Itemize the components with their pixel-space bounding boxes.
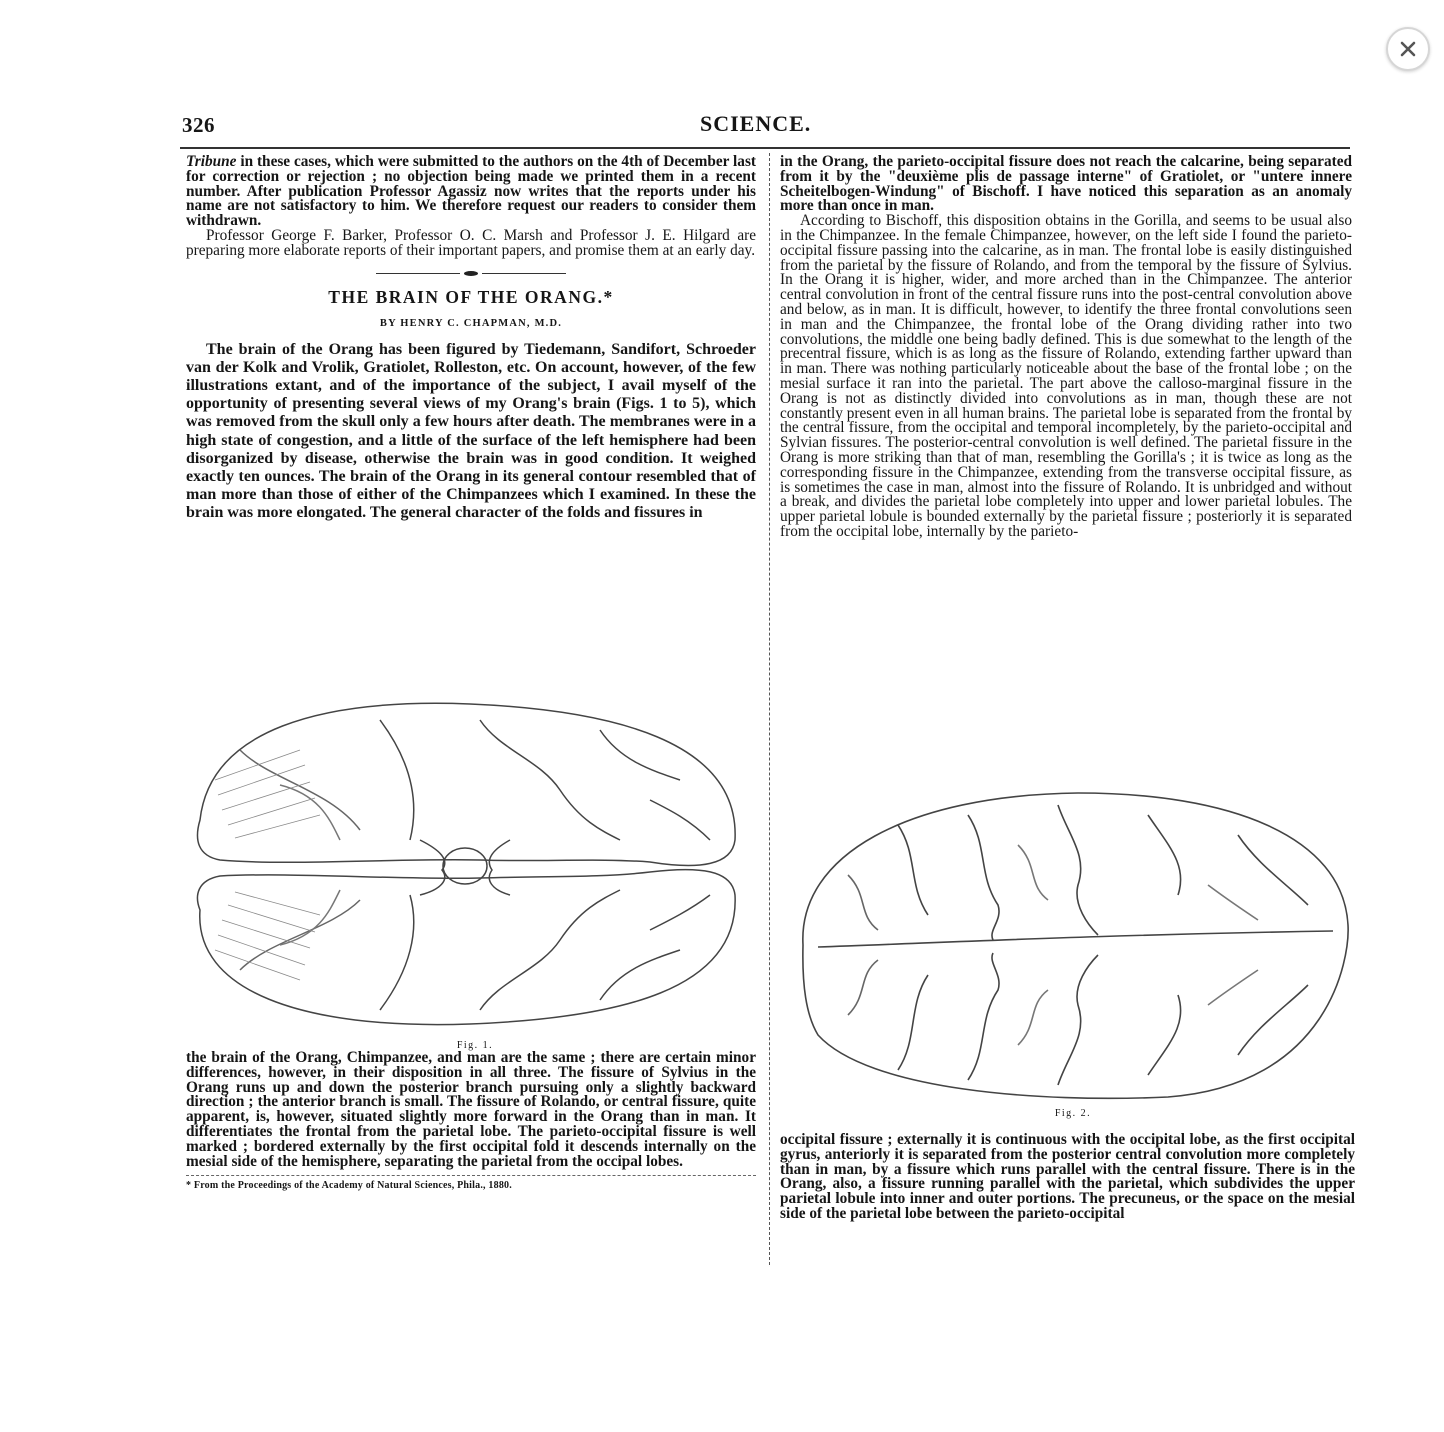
article-byline: BY HENRY C. CHAPMAN, M.D. <box>379 317 563 329</box>
header-rule <box>180 147 1350 149</box>
right-paragraph-2: According to Bischoff, this disposition obtains in the Gorilla, and seems to be usual also in the Chimpanzee. In the female Chimpanzee, however, on the left side I found the parieto-occipital fissure passing into the calcarine, as in man. The frontal lobe is easily distinguished from the parietal by the fissure of Rolando, and from the temporal by the fissure of Sylvius. In the Orang it is higher, wider, and more arched than in the Chimpanzee. The anterior central convolution in front of the central fissure runs into the post-central convolution above and below, as in man. It is difficult, however, to identify the three frontal convolutions seen in man and the Chimpanzee, the frontal lobe of the Orang dividing rather into two convolutions, the middle one being badly defined. This is due somewhat to the length of the precentral fissure, which is as long as the fissure of Rolando, extending farther upward than in man. There was nothing particularly noticeable about the base of the frontal lobe ; on the mesial surface it ran into the parietal. The part above the calloso-marginal fissure in the Orang is not as distinctly divided into convolutions as in man, though these are not constantly present even in all human brains. The parietal lobe is separated from the frontal by the central fissure, from the occipital and temporal incompletely, by the parieto-occipital and Sylvian fissures. The posterior-central convolution is well defined. The parietal fissure in the Orang is more striking than that of man, resembling the Gorilla's ; it is twice as long as the corresponding fissure in the Chimpanzee, extending from the transverse occipital fissure, as is sometimes the case in man, almost into the fissure of Rolando. It is unbridged and without a break, and divides the parietal lobe completely into upper and lower parietal lobules. The upper parietal lobule is bounded externally by the parietal fissure ; posteriorly it is separated from the occipital lobe, internally by the parieto- <box>780 212 1352 540</box>
figure-2-caption: Fig. 2. <box>1054 1108 1092 1119</box>
page-number: 326 <box>182 113 215 137</box>
intro-italic-word: Tribune <box>186 153 237 170</box>
scanned-page <box>180 105 1360 1270</box>
ornamental-rule <box>376 271 566 277</box>
brain-illustration-basal <box>180 690 770 1035</box>
article-paragraph-1: The brain of the Orang has been figured by Tiedemann, Sandifort, Schroeder van der Kolk and Vrolik, Gratiolet, Rolleston, etc. On account, however, of the few illustrations extant, and of the importance of the subject, I avail myself of the opportunity of presenting several views of my Orang's brain (Figs. 1 to 5), which was removed from the skull only a few hours after death. The membranes were in a high state of congestion, and a little of the surface of the left hemisphere had been disorganized by disease, otherwise the brain was in good condition. It weighed exactly ten ounces. The brain of the Orang in its general contour resembled that of man more than those of either of the Chimpanzees which I examined. In these the brain was more elongated. The general character of the folds and fissures in <box>186 340 756 522</box>
close-icon <box>1399 40 1417 58</box>
left-column-continued <box>186 1051 756 1191</box>
brain-illustration-upper <box>788 785 1358 1103</box>
footnote: * From the Proceedings of the Academy of Natural Sciences, Phila., 1880. <box>186 1180 512 1192</box>
article-title: THE BRAIN OF THE ORANG.* <box>328 286 614 307</box>
intro-paragraph-1-text: in these cases, which were submitted to the authors on the 4th of December last for correction or rejection ; no objection being made we printed them in a recent number. After publication Professor Agassiz now writes that the reports under his name are not satisfactory to him. We therefore request our readers to consider them withdrawn. <box>186 153 756 230</box>
right-paragraph-3: occipital fissure ; externally it is continuous with the occipital lobe, as the first occipital gyrus, anteriorly it is separated from the posterior central convolution more completely than in man, by a fissure which runs parallel with the central fissure. There is in the Orang, also, a fissure running parallel with the parietal, which subdivides the upper parietal lobule into inner and outer portions. The precuneus, or the space on the mesial side of the parietal lobe between the parieto-occipital <box>780 1131 1355 1222</box>
right-column <box>780 155 1352 540</box>
close-button[interactable] <box>1386 27 1430 71</box>
left-column <box>186 155 756 523</box>
figure-2 <box>788 785 1358 1119</box>
intro-paragraph-2: Professor George F. Barker, Professor O. C. Marsh and Professor J. E. Hilgard are preparing more elaborate reports of their important papers, and promise them at an early day. <box>186 226 756 259</box>
figure-1-caption: Fig. 1. <box>456 1040 494 1051</box>
figure-1 <box>180 690 770 1050</box>
intro-paragraph-1 <box>186 155 756 229</box>
right-column-continued <box>780 1133 1355 1222</box>
article-paragraph-2: the brain of the Orang, Chimpanzee, and man are the same ; there are certain minor differences, however, in their disposition in all three. The fissure of Sylvius in the Orang runs up and down the posterior branch pursuing only a slightly backward direction ; the anterior branch is small. The fissure of Rolando, or central fissure, quite apparent, is, however, situated slightly more forward in the Orang than in man. It differentiates the frontal from the parietal lobe. The parieto-occipital fissure is well marked ; bordered externally by the first occipital fold it descends internally on the mesial side of the hemisphere, separating the parietal from the occipal lobes. <box>186 1049 756 1170</box>
footnote-rule <box>186 1175 756 1176</box>
running-title: SCIENCE. <box>700 111 812 136</box>
right-paragraph-1: in the Orang, the parieto-occipital fissure does not reach the calcarine, being separated from it by the "deuxième plis de passage interne" of Gratiolet, or "untere innere Scheitelbogen-Windung" of Bischoff. I have noticed this separation as an anomaly more than once in man. <box>780 153 1352 215</box>
